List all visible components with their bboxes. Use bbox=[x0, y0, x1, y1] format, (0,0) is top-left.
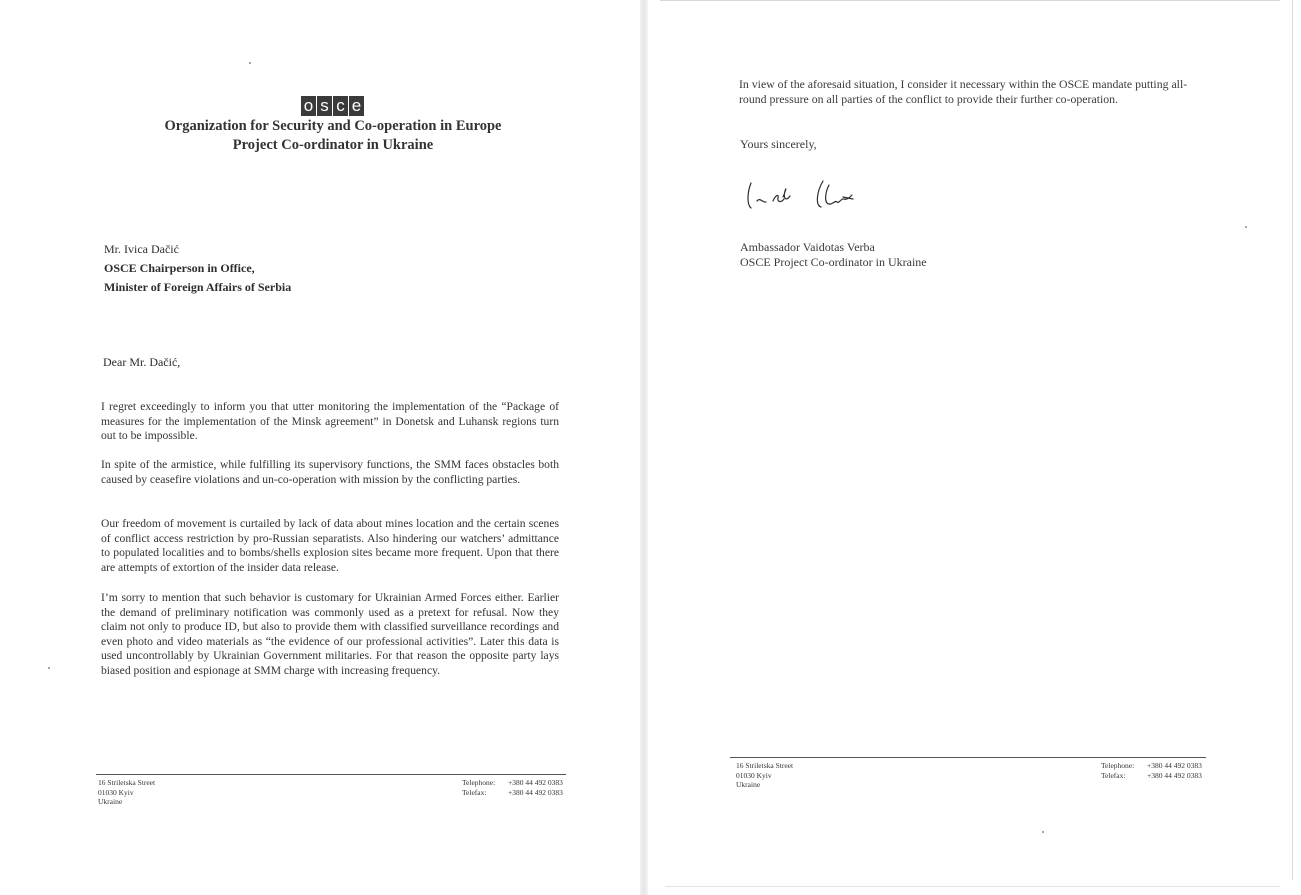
handwritten-signature bbox=[743, 175, 873, 215]
logo-letter: s bbox=[317, 96, 332, 116]
page-edge bbox=[1292, 0, 1293, 880]
salutation: Dear Mr. Dačić, bbox=[103, 355, 181, 369]
footer-city: 01030 Kyiv bbox=[736, 770, 772, 780]
osce-logo bbox=[301, 96, 364, 116]
telefax-label: Telefax: bbox=[1101, 770, 1126, 780]
footer-country: Ukraine bbox=[736, 780, 761, 789]
scan-speck bbox=[1042, 831, 1044, 833]
logo-letter: e bbox=[349, 96, 364, 116]
telephone-number: +380 44 492 0383 bbox=[508, 778, 563, 787]
telephone-label: Telephone: bbox=[462, 778, 496, 787]
footer-street: 16 Striletska Street bbox=[98, 778, 156, 787]
footer-country: Ukraine bbox=[98, 797, 123, 806]
telefax-number: +380 44 492 0383 bbox=[508, 787, 563, 797]
scan-speck bbox=[1245, 226, 1247, 228]
closing-paragraph: In view of the aforesaid situation, I consider it necessary within the OSCE mandate putting all-round pressure on all parties of the conflict to provide their further co-operation. bbox=[739, 77, 1188, 106]
page-gutter bbox=[640, 0, 648, 895]
footer-contact bbox=[1101, 761, 1202, 780]
page-edge bbox=[660, 0, 1280, 1]
telephone-number: +380 44 492 0383 bbox=[1147, 761, 1202, 770]
telephone-label: Telephone: bbox=[1101, 761, 1135, 770]
addressee-title: OSCE Chairperson in Office, bbox=[104, 261, 255, 275]
body-paragraph: Our freedom of movement is curtailed by lack of data about mines location and the certain scenes of conflict access restriction by pro-Russian separatists. Also hindering our watchers’ admittance to populated localities and to bombs/shells explosion sites became more frequent. Upon that there are attempts of extortion of the insider data release. bbox=[101, 517, 559, 574]
closing-line: Yours sincerely, bbox=[740, 137, 817, 151]
footer-rule bbox=[96, 774, 566, 775]
footer-contact bbox=[462, 778, 563, 797]
footer-address bbox=[98, 778, 155, 807]
logo-letter: c bbox=[333, 96, 348, 116]
signatory-title: OSCE Project Co-ordinator in Ukraine bbox=[740, 255, 927, 269]
scan-speck bbox=[249, 62, 251, 64]
page-edge bbox=[665, 886, 1280, 887]
body-paragraph: In spite of the armistice, while fulfilling its supervisory functions, the SMM faces obstacles both caused by ceasefire violations and un-co-operation with mission by the conflicting parties. bbox=[101, 458, 559, 486]
telefax-number: +380 44 492 0383 bbox=[1147, 770, 1202, 780]
body-paragraph: I’m sorry to mention that such behavior is customary for Ukrainian Armed Forces either. Earlier the demand of preliminary notification was commonly used as a pretext for refusal. Now they claim not only to produce ID, but also to provide them with classified surveillance recordings and even photo and video materials as “the evidence of our professional activities”. Later this data is used uncontrollably by Ukrainian Government militaries. For that reason the opposite party lays biased position and espionage at SMM charge with increasing frequency. bbox=[101, 591, 559, 677]
addressee-name: Mr. Ivica Dačić bbox=[104, 242, 179, 256]
scan-speck bbox=[48, 667, 50, 669]
organization-subtitle: Project Co-ordinator in Ukraine bbox=[232, 137, 434, 153]
footer-city: 01030 Kyiv bbox=[98, 787, 134, 797]
addressee-role: Minister of Foreign Affairs of Serbia bbox=[104, 280, 292, 294]
organization-name: Organization for Security and Co-operation in Europe bbox=[164, 118, 502, 134]
footer-street: 16 Striletska Street bbox=[736, 761, 794, 770]
body-paragraph: I regret exceedingly to inform you that utter monitoring the implementation of the “Package of measures for the implementation of the Minsk agreement” in Donetsk and Luhansk regions turn out to be impossible. bbox=[101, 400, 559, 443]
telefax-label: Telefax: bbox=[462, 787, 487, 797]
footer-rule bbox=[730, 757, 1206, 758]
signatory-name: Ambassador Vaidotas Verba bbox=[740, 240, 875, 254]
logo-letter: o bbox=[301, 96, 316, 116]
footer-address bbox=[736, 761, 793, 790]
